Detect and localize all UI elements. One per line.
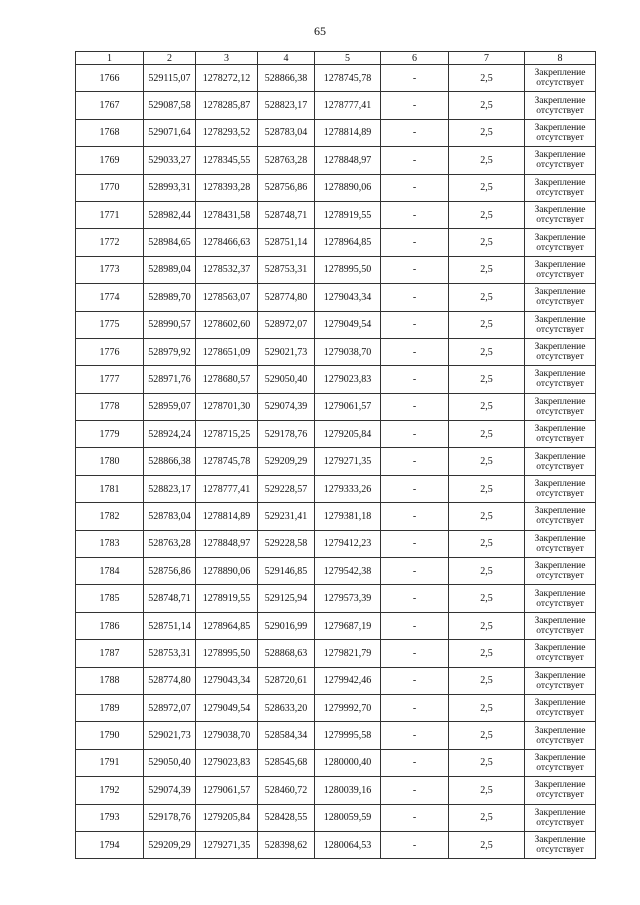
x-end-cell: 528763,28 xyxy=(258,147,315,174)
table-row xyxy=(76,256,596,283)
y-end-cell: 1279271,35 xyxy=(315,448,381,475)
fixing-note-cell: Закрепление отсутствует xyxy=(525,284,596,311)
column-6-cell: - xyxy=(381,366,449,393)
column-6-cell: - xyxy=(381,530,449,557)
x-end-cell: 528545,68 xyxy=(258,749,315,776)
point-number-cell: 1777 xyxy=(76,366,144,393)
column-7-cell: 2,5 xyxy=(449,421,525,448)
fixing-note-cell: Закрепление отсутствует xyxy=(525,530,596,557)
point-number-cell: 1781 xyxy=(76,475,144,502)
column-7-cell: 2,5 xyxy=(449,284,525,311)
x-start-cell: 528971,76 xyxy=(144,366,196,393)
column-6-cell: - xyxy=(381,777,449,804)
column-7-cell: 2,5 xyxy=(449,475,525,502)
table-body xyxy=(76,65,596,859)
x-start-cell: 529021,73 xyxy=(144,722,196,749)
x-end-cell: 529209,29 xyxy=(258,448,315,475)
x-start-cell: 529071,64 xyxy=(144,119,196,146)
column-7-cell: 2,5 xyxy=(449,777,525,804)
x-end-cell: 528751,14 xyxy=(258,229,315,256)
y-end-cell: 1279061,57 xyxy=(315,393,381,420)
x-start-cell: 528774,80 xyxy=(144,667,196,694)
column-6-cell: - xyxy=(381,694,449,721)
x-start-cell: 528993,31 xyxy=(144,174,196,201)
x-start-cell: 529033,27 xyxy=(144,147,196,174)
y-start-cell: 1279023,83 xyxy=(196,749,258,776)
table-row xyxy=(76,530,596,557)
table-row xyxy=(76,777,596,804)
fixing-note-cell: Закрепление отсутствует xyxy=(525,640,596,667)
column-6-cell: - xyxy=(381,612,449,639)
column-7-cell: 2,5 xyxy=(449,585,525,612)
x-end-cell: 528866,38 xyxy=(258,65,315,92)
column-7-cell: 2,5 xyxy=(449,831,525,858)
x-end-cell: 528748,71 xyxy=(258,201,315,228)
point-number-cell: 1775 xyxy=(76,311,144,338)
y-start-cell: 1278715,25 xyxy=(196,421,258,448)
fixing-note-cell: Закрепление отсутствует xyxy=(525,338,596,365)
fixing-note-cell: Закрепление отсутствует xyxy=(525,393,596,420)
table-row xyxy=(76,475,596,502)
column-7-cell: 2,5 xyxy=(449,667,525,694)
point-number-cell: 1779 xyxy=(76,421,144,448)
x-end-cell: 529178,76 xyxy=(258,421,315,448)
column-6-cell: - xyxy=(381,585,449,612)
column-7-cell: 2,5 xyxy=(449,147,525,174)
column-6-cell: - xyxy=(381,749,449,776)
y-start-cell: 1278919,55 xyxy=(196,585,258,612)
y-end-cell: 1278890,06 xyxy=(315,174,381,201)
column-6-cell: - xyxy=(381,722,449,749)
point-number-cell: 1794 xyxy=(76,831,144,858)
column-6-cell: - xyxy=(381,284,449,311)
column-header: 5 xyxy=(315,52,381,65)
y-start-cell: 1278680,57 xyxy=(196,366,258,393)
table-row xyxy=(76,338,596,365)
column-6-cell: - xyxy=(381,393,449,420)
y-start-cell: 1278285,87 xyxy=(196,92,258,119)
point-number-cell: 1791 xyxy=(76,749,144,776)
y-end-cell: 1278777,41 xyxy=(315,92,381,119)
column-6-cell: - xyxy=(381,475,449,502)
x-start-cell: 528748,71 xyxy=(144,585,196,612)
column-7-cell: 2,5 xyxy=(449,201,525,228)
point-number-cell: 1793 xyxy=(76,804,144,831)
x-start-cell: 528866,38 xyxy=(144,448,196,475)
point-number-cell: 1767 xyxy=(76,92,144,119)
table-row xyxy=(76,694,596,721)
y-start-cell: 1279205,84 xyxy=(196,804,258,831)
x-start-cell: 528756,86 xyxy=(144,558,196,585)
x-end-cell: 529074,39 xyxy=(258,393,315,420)
y-start-cell: 1278701,30 xyxy=(196,393,258,420)
point-number-cell: 1788 xyxy=(76,667,144,694)
y-start-cell: 1278651,09 xyxy=(196,338,258,365)
y-start-cell: 1278602,60 xyxy=(196,311,258,338)
y-end-cell: 1279992,70 xyxy=(315,694,381,721)
table-row xyxy=(76,119,596,146)
x-end-cell: 529050,40 xyxy=(258,366,315,393)
fixing-note-cell: Закрепление отсутствует xyxy=(525,174,596,201)
y-end-cell: 1279412,23 xyxy=(315,530,381,557)
column-7-cell: 2,5 xyxy=(449,229,525,256)
point-number-cell: 1785 xyxy=(76,585,144,612)
column-7-cell: 2,5 xyxy=(449,256,525,283)
column-6-cell: - xyxy=(381,229,449,256)
fixing-note-cell: Закрепление отсутствует xyxy=(525,311,596,338)
y-start-cell: 1278745,78 xyxy=(196,448,258,475)
point-number-cell: 1784 xyxy=(76,558,144,585)
table-row xyxy=(76,667,596,694)
x-start-cell: 529178,76 xyxy=(144,804,196,831)
x-end-cell: 528823,17 xyxy=(258,92,315,119)
y-start-cell: 1278995,50 xyxy=(196,640,258,667)
y-start-cell: 1279049,54 xyxy=(196,694,258,721)
coordinates-table xyxy=(75,51,596,859)
point-number-cell: 1782 xyxy=(76,503,144,530)
column-6-cell: - xyxy=(381,201,449,228)
y-end-cell: 1280059,59 xyxy=(315,804,381,831)
fixing-note-cell: Закрепление отсутствует xyxy=(525,831,596,858)
y-end-cell: 1278995,50 xyxy=(315,256,381,283)
fixing-note-cell: Закрепление отсутствует xyxy=(525,366,596,393)
fixing-note-cell: Закрепление отсутствует xyxy=(525,201,596,228)
x-end-cell: 529231,41 xyxy=(258,503,315,530)
y-start-cell: 1278532,37 xyxy=(196,256,258,283)
column-7-cell: 2,5 xyxy=(449,448,525,475)
fixing-note-cell: Закрепление отсутствует xyxy=(525,804,596,831)
point-number-cell: 1766 xyxy=(76,65,144,92)
table-row xyxy=(76,174,596,201)
y-end-cell: 1278814,89 xyxy=(315,119,381,146)
column-7-cell: 2,5 xyxy=(449,722,525,749)
column-6-cell: - xyxy=(381,667,449,694)
table-row xyxy=(76,558,596,585)
x-start-cell: 528990,57 xyxy=(144,311,196,338)
x-start-cell: 529050,40 xyxy=(144,749,196,776)
y-end-cell: 1279038,70 xyxy=(315,338,381,365)
column-header: 1 xyxy=(76,52,144,65)
y-end-cell: 1279687,19 xyxy=(315,612,381,639)
x-start-cell: 528989,70 xyxy=(144,284,196,311)
y-end-cell: 1279942,46 xyxy=(315,667,381,694)
x-start-cell: 528989,04 xyxy=(144,256,196,283)
table-row xyxy=(76,201,596,228)
y-start-cell: 1278890,06 xyxy=(196,558,258,585)
y-end-cell: 1278745,78 xyxy=(315,65,381,92)
point-number-cell: 1780 xyxy=(76,448,144,475)
y-start-cell: 1279061,57 xyxy=(196,777,258,804)
x-end-cell: 528633,20 xyxy=(258,694,315,721)
point-number-cell: 1792 xyxy=(76,777,144,804)
x-start-cell: 528783,04 xyxy=(144,503,196,530)
column-6-cell: - xyxy=(381,640,449,667)
y-end-cell: 1279043,34 xyxy=(315,284,381,311)
column-7-cell: 2,5 xyxy=(449,92,525,119)
table-row xyxy=(76,284,596,311)
point-number-cell: 1776 xyxy=(76,338,144,365)
y-end-cell: 1279573,39 xyxy=(315,585,381,612)
y-start-cell: 1278393,28 xyxy=(196,174,258,201)
x-start-cell: 528979,92 xyxy=(144,338,196,365)
y-start-cell: 1278777,41 xyxy=(196,475,258,502)
x-start-cell: 528959,07 xyxy=(144,393,196,420)
y-start-cell: 1278345,55 xyxy=(196,147,258,174)
point-number-cell: 1783 xyxy=(76,530,144,557)
y-end-cell: 1279542,38 xyxy=(315,558,381,585)
x-end-cell: 528584,34 xyxy=(258,722,315,749)
y-end-cell: 1280000,40 xyxy=(315,749,381,776)
point-number-cell: 1773 xyxy=(76,256,144,283)
column-7-cell: 2,5 xyxy=(449,65,525,92)
y-end-cell: 1278848,97 xyxy=(315,147,381,174)
table-row xyxy=(76,65,596,92)
fixing-note-cell: Закрепление отсутствует xyxy=(525,503,596,530)
fixing-note-cell: Закрепление отсутствует xyxy=(525,448,596,475)
x-end-cell: 529021,73 xyxy=(258,338,315,365)
column-7-cell: 2,5 xyxy=(449,804,525,831)
table-row xyxy=(76,831,596,858)
table-row xyxy=(76,366,596,393)
column-header: 8 xyxy=(525,52,596,65)
table-row xyxy=(76,229,596,256)
column-6-cell: - xyxy=(381,311,449,338)
point-number-cell: 1770 xyxy=(76,174,144,201)
column-6-cell: - xyxy=(381,558,449,585)
table-row xyxy=(76,311,596,338)
x-end-cell: 528753,31 xyxy=(258,256,315,283)
fixing-note-cell: Закрепление отсутствует xyxy=(525,92,596,119)
column-6-cell: - xyxy=(381,256,449,283)
y-start-cell: 1278814,89 xyxy=(196,503,258,530)
x-end-cell: 528720,61 xyxy=(258,667,315,694)
fixing-note-cell: Закрепление отсутствует xyxy=(525,777,596,804)
point-number-cell: 1771 xyxy=(76,201,144,228)
x-end-cell: 528460,72 xyxy=(258,777,315,804)
x-end-cell: 528774,80 xyxy=(258,284,315,311)
fixing-note-cell: Закрепление отсутствует xyxy=(525,667,596,694)
column-7-cell: 2,5 xyxy=(449,530,525,557)
point-number-cell: 1769 xyxy=(76,147,144,174)
y-end-cell: 1280064,53 xyxy=(315,831,381,858)
x-start-cell: 529115,07 xyxy=(144,65,196,92)
point-number-cell: 1768 xyxy=(76,119,144,146)
x-end-cell: 528972,07 xyxy=(258,311,315,338)
fixing-note-cell: Закрепление отсутствует xyxy=(525,558,596,585)
point-number-cell: 1774 xyxy=(76,284,144,311)
y-start-cell: 1278466,63 xyxy=(196,229,258,256)
fixing-note-cell: Закрепление отсутствует xyxy=(525,421,596,448)
x-start-cell: 528982,44 xyxy=(144,201,196,228)
column-6-cell: - xyxy=(381,65,449,92)
table-row xyxy=(76,448,596,475)
x-end-cell: 529125,94 xyxy=(258,585,315,612)
x-start-cell: 529209,29 xyxy=(144,831,196,858)
fixing-note-cell: Закрепление отсутствует xyxy=(525,694,596,721)
x-end-cell: 529228,58 xyxy=(258,530,315,557)
fixing-note-cell: Закрепление отсутствует xyxy=(525,722,596,749)
column-header: 7 xyxy=(449,52,525,65)
column-header: 2 xyxy=(144,52,196,65)
table-row xyxy=(76,804,596,831)
x-start-cell: 528823,17 xyxy=(144,475,196,502)
column-6-cell: - xyxy=(381,503,449,530)
x-start-cell: 528753,31 xyxy=(144,640,196,667)
page-number: 65 xyxy=(314,24,326,38)
fixing-note-cell: Закрепление отсутствует xyxy=(525,229,596,256)
column-header: 4 xyxy=(258,52,315,65)
fixing-note-cell: Закрепление отсутствует xyxy=(525,119,596,146)
fixing-note-cell: Закрепление отсутствует xyxy=(525,256,596,283)
fixing-note-cell: Закрепление отсутствует xyxy=(525,585,596,612)
y-end-cell: 1279995,58 xyxy=(315,722,381,749)
x-start-cell: 528763,28 xyxy=(144,530,196,557)
point-number-cell: 1786 xyxy=(76,612,144,639)
x-end-cell: 529016,99 xyxy=(258,612,315,639)
y-end-cell: 1280039,16 xyxy=(315,777,381,804)
table-row xyxy=(76,612,596,639)
x-end-cell: 528428,55 xyxy=(258,804,315,831)
x-start-cell: 528751,14 xyxy=(144,612,196,639)
point-number-cell: 1789 xyxy=(76,694,144,721)
column-header: 6 xyxy=(381,52,449,65)
table-row xyxy=(76,147,596,174)
column-7-cell: 2,5 xyxy=(449,366,525,393)
column-6-cell: - xyxy=(381,804,449,831)
y-start-cell: 1278293,52 xyxy=(196,119,258,146)
y-end-cell: 1279049,54 xyxy=(315,311,381,338)
point-number-cell: 1778 xyxy=(76,393,144,420)
x-start-cell: 528984,65 xyxy=(144,229,196,256)
point-number-cell: 1790 xyxy=(76,722,144,749)
y-start-cell: 1278563,07 xyxy=(196,284,258,311)
y-end-cell: 1279821,79 xyxy=(315,640,381,667)
table-row xyxy=(76,503,596,530)
column-header: 3 xyxy=(196,52,258,65)
column-7-cell: 2,5 xyxy=(449,174,525,201)
table-row xyxy=(76,421,596,448)
table-row xyxy=(76,393,596,420)
column-7-cell: 2,5 xyxy=(449,694,525,721)
column-7-cell: 2,5 xyxy=(449,338,525,365)
y-start-cell: 1278848,97 xyxy=(196,530,258,557)
y-end-cell: 1279381,18 xyxy=(315,503,381,530)
x-end-cell: 528756,86 xyxy=(258,174,315,201)
column-7-cell: 2,5 xyxy=(449,640,525,667)
column-6-cell: - xyxy=(381,147,449,174)
column-6-cell: - xyxy=(381,338,449,365)
fixing-note-cell: Закрепление отсутствует xyxy=(525,612,596,639)
table-row xyxy=(76,749,596,776)
y-end-cell: 1279333,26 xyxy=(315,475,381,502)
column-7-cell: 2,5 xyxy=(449,749,525,776)
y-end-cell: 1279205,84 xyxy=(315,421,381,448)
table-row xyxy=(76,640,596,667)
table-row xyxy=(76,585,596,612)
column-6-cell: - xyxy=(381,448,449,475)
table-row xyxy=(76,722,596,749)
fixing-note-cell: Закрепление отсутствует xyxy=(525,749,596,776)
table-header-row xyxy=(76,52,596,65)
y-start-cell: 1278964,85 xyxy=(196,612,258,639)
column-6-cell: - xyxy=(381,174,449,201)
point-number-cell: 1772 xyxy=(76,229,144,256)
column-7-cell: 2,5 xyxy=(449,119,525,146)
x-start-cell: 528924,24 xyxy=(144,421,196,448)
column-7-cell: 2,5 xyxy=(449,558,525,585)
column-6-cell: - xyxy=(381,92,449,119)
x-end-cell: 529228,57 xyxy=(258,475,315,502)
column-6-cell: - xyxy=(381,831,449,858)
y-start-cell: 1279038,70 xyxy=(196,722,258,749)
x-end-cell: 528783,04 xyxy=(258,119,315,146)
column-7-cell: 2,5 xyxy=(449,311,525,338)
x-end-cell: 528398,62 xyxy=(258,831,315,858)
x-start-cell: 529087,58 xyxy=(144,92,196,119)
fixing-note-cell: Закрепление отсутствует xyxy=(525,475,596,502)
column-7-cell: 2,5 xyxy=(449,612,525,639)
y-start-cell: 1279043,34 xyxy=(196,667,258,694)
y-start-cell: 1278431,58 xyxy=(196,201,258,228)
column-7-cell: 2,5 xyxy=(449,503,525,530)
x-end-cell: 528868,63 xyxy=(258,640,315,667)
fixing-note-cell: Закрепление отсутствует xyxy=(525,65,596,92)
column-7-cell: 2,5 xyxy=(449,393,525,420)
column-6-cell: - xyxy=(381,119,449,146)
point-number-cell: 1787 xyxy=(76,640,144,667)
x-start-cell: 528972,07 xyxy=(144,694,196,721)
x-end-cell: 529146,85 xyxy=(258,558,315,585)
y-start-cell: 1278272,12 xyxy=(196,65,258,92)
y-end-cell: 1278919,55 xyxy=(315,201,381,228)
x-start-cell: 529074,39 xyxy=(144,777,196,804)
table-row xyxy=(76,92,596,119)
y-start-cell: 1279271,35 xyxy=(196,831,258,858)
fixing-note-cell: Закрепление отсутствует xyxy=(525,147,596,174)
y-end-cell: 1278964,85 xyxy=(315,229,381,256)
column-6-cell: - xyxy=(381,421,449,448)
y-end-cell: 1279023,83 xyxy=(315,366,381,393)
